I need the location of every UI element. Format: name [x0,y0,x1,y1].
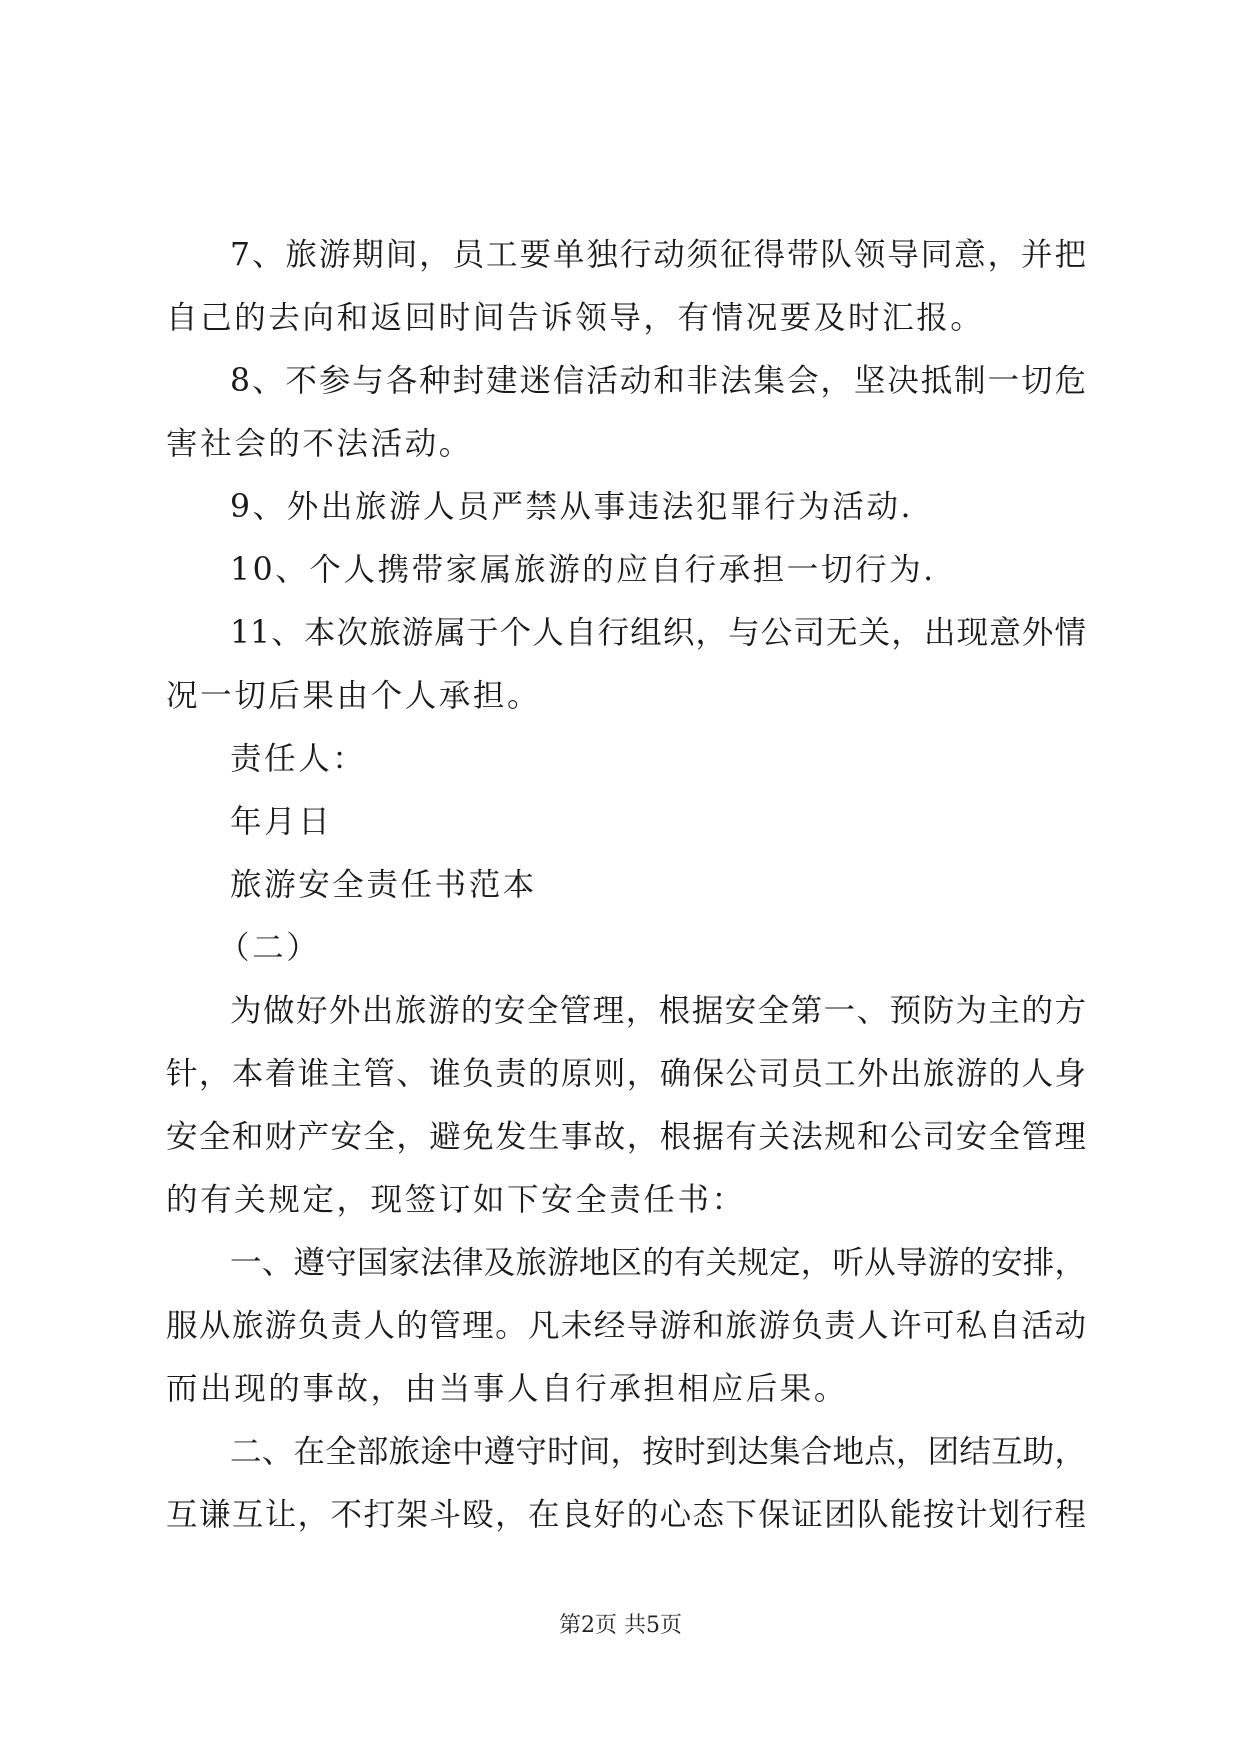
intro-line-3: 安全和财产安全，避免发生事故，根据有关法规和公司安全管理 [166,1119,1086,1155]
paragraph-10: 10、个人携带家属旅游的应自行承担一切行为. [230,552,936,588]
paragraph-8-line-1: 8、不参与各种封建迷信活动和非法集会，坚决抵制一切危 [230,363,1086,399]
clause-2-line-2: 互谦互让，不打架斗殴，在良好的心态下保证团队能按计划行程 [166,1497,1086,1533]
date-label: 年月日 [230,804,333,840]
paragraph-7-line-1: 7、旅游期间，员工要单独行动须征得带队领导同意，并把 [230,237,1086,273]
section-title: 旅游安全责任书范本 [230,867,537,903]
section-number: （二） [218,930,321,966]
responsible-person-label: 责任人： [230,741,367,777]
intro-line-1: 为做好外出旅游的安全管理，根据安全第一、预防为主的方 [230,993,1086,1029]
clause-1-line-3: 而出现的事故，由当事人自行承担相应后果。 [166,1371,849,1407]
paragraph-9: 9、外出旅游人员严禁从事违法犯罪行为活动. [230,489,914,525]
paragraph-8-line-2: 害社会的不法活动。 [166,426,473,462]
intro-line-2: 针，本着谁主管、谁负责的原则，确保公司员工外出旅游的人身 [166,1056,1086,1092]
intro-line-4: 的有关规定，现签订如下安全责任书： [166,1182,746,1218]
clause-1-line-2: 服从旅游负责人的管理。凡未经导游和旅游负责人许可私自活动 [166,1308,1086,1344]
page-footer: 第2页 共5页 [559,1613,682,1638]
paragraph-11-line-2: 况一切后果由个人承担。 [166,678,542,714]
paragraph-11-line-1: 11、本次旅游属于个人自行组织，与公司无关，出现意外情 [230,615,1086,651]
clause-2-line-1: 二、在全部旅途中遵守时间，按时到达集合地点，团结互助， [230,1434,1086,1470]
clause-1-line-1: 一、遵守国家法律及旅游地区的有关规定，听从导游的安排， [230,1245,1086,1281]
paragraph-7-line-2: 自己的去向和返回时间告诉领导，有情况要及时汇报。 [166,300,985,336]
